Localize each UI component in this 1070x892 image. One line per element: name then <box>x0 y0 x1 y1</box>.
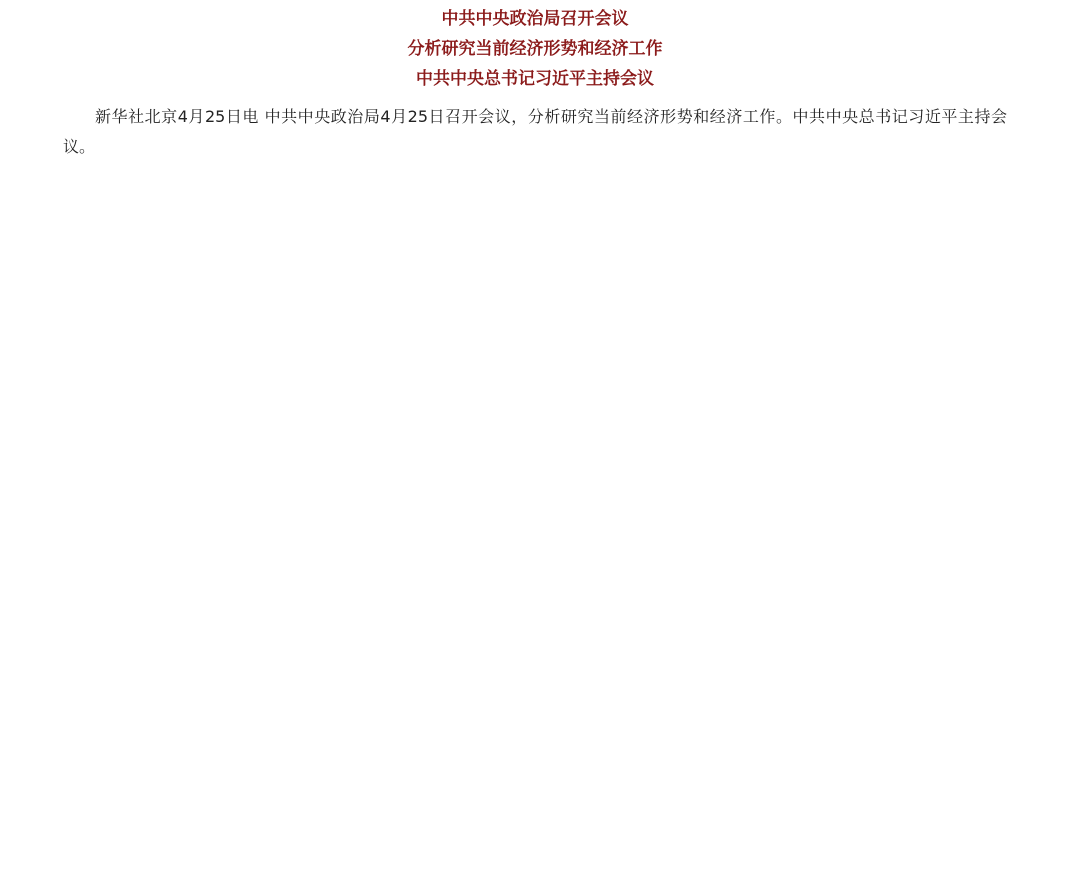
article <box>63 0 1007 162</box>
headline-1: 中共中央政治局召开会议 <box>441 9 629 29</box>
paragraph-dateline: 新华社北京4月25日电 中共中央政治局4月25日召开会议，分析研究当前经济形势和经济工作。中共中央总书记习近平主持会议。 <box>63 107 1007 156</box>
headline-3: 中共中央总书记习近平主持会议 <box>416 69 654 89</box>
headline-2: 分析研究当前经济形势和经济工作 <box>407 39 663 59</box>
